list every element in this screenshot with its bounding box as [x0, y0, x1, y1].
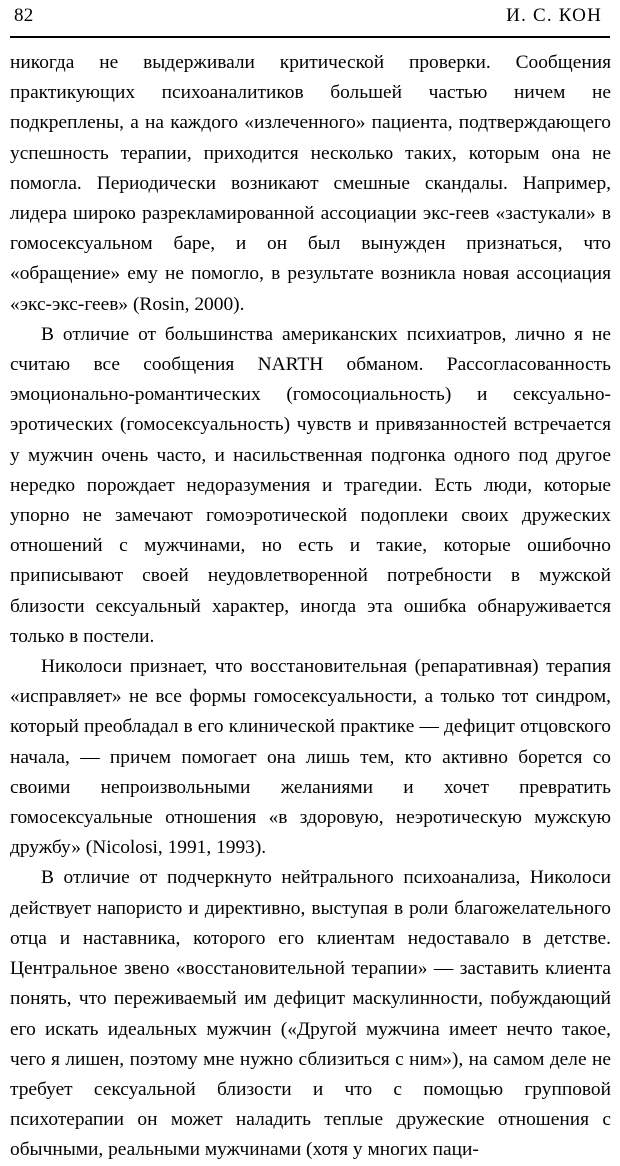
page-body	[10, 48, 611, 1166]
paragraph: Николоси признает, что восстановительная (репаративная) терапия «исправляет» не все формы гомосексуальности, а только тот синдром, который преобладал в его клинической практике — дефицит отцовского начала, — причем помогает она лишь тем, кто активно борется со своими непроизвольными желаниями и хочет превратить гомосексуальные отношения «в здоровую, неэротическую мужскую дружбу» (Nicolosi, 1991, 1993).	[10, 656, 611, 859]
header-rule	[10, 36, 610, 38]
paragraph: В отличие от большинства американских психиатров, лично я не считаю все сообщения NARTH обманом. Рассогласованность эмоционально-романтических (гомосоциальность) и сексуально-эротических (гомосексуальность) чувств и привязанностей встречается у мужчин очень часто, и насильственная подгонка одного под другое нередко порождает недоразумения и трагедии. Есть люди, которые упорно не замечают гомоэротической подоплеки своих дружеских отношений с мужчинами, но есть и такие, которые ошибочно приписывают своей неудовлетворенной потребности в мужской близости сексуальный характер, иногда эта ошибка обнаруживается только в постели.	[10, 323, 611, 647]
page-number: 82	[14, 5, 34, 26]
page-header	[0, 6, 620, 40]
paragraph: В отличие от подчеркнуто нейтрального психоанализа, Николоси действует напористо и директивно, выступая в роли благожелательного отца и наставника, которого его клиентам недоставало в детстве. Центральное звено «восстановительной терапии» — заставить клиента понять, что переживаемый им дефицит маскулинности, побуждающий его искать идеальных мужчин («Другой мужчина имеет нечто такое, чего я лишен, поэтому мне нужно сблизиться с ним»), на самом деле не требует сексуальной близости и что с помощью групповой психотерапии он может наладить теплые дружеские отношения с обычными, реальными мужчинами (хотя у многих паци-	[10, 867, 611, 1161]
paragraph: никогда не выдерживали критической проверки. Сообщения практикующих психоаналитиков большей частью ничем не подкреплены, а на каждого «излеченного» пациента, подтверждающего успешность терапии, приходится несколько таких, которым она не помогла. Периодически возникают смешные скандалы. Например, лидера широко разрекламированной ассоциации экс-геев «застукали» в гомосексуальном баре, и он был вынужден признаться, что «обращение» ему не помогло, в результате возникла новая ассоциация «экс-экс-геев» (Rosin, 2000).	[10, 52, 611, 315]
running-title: И. С. КОН	[506, 5, 602, 26]
